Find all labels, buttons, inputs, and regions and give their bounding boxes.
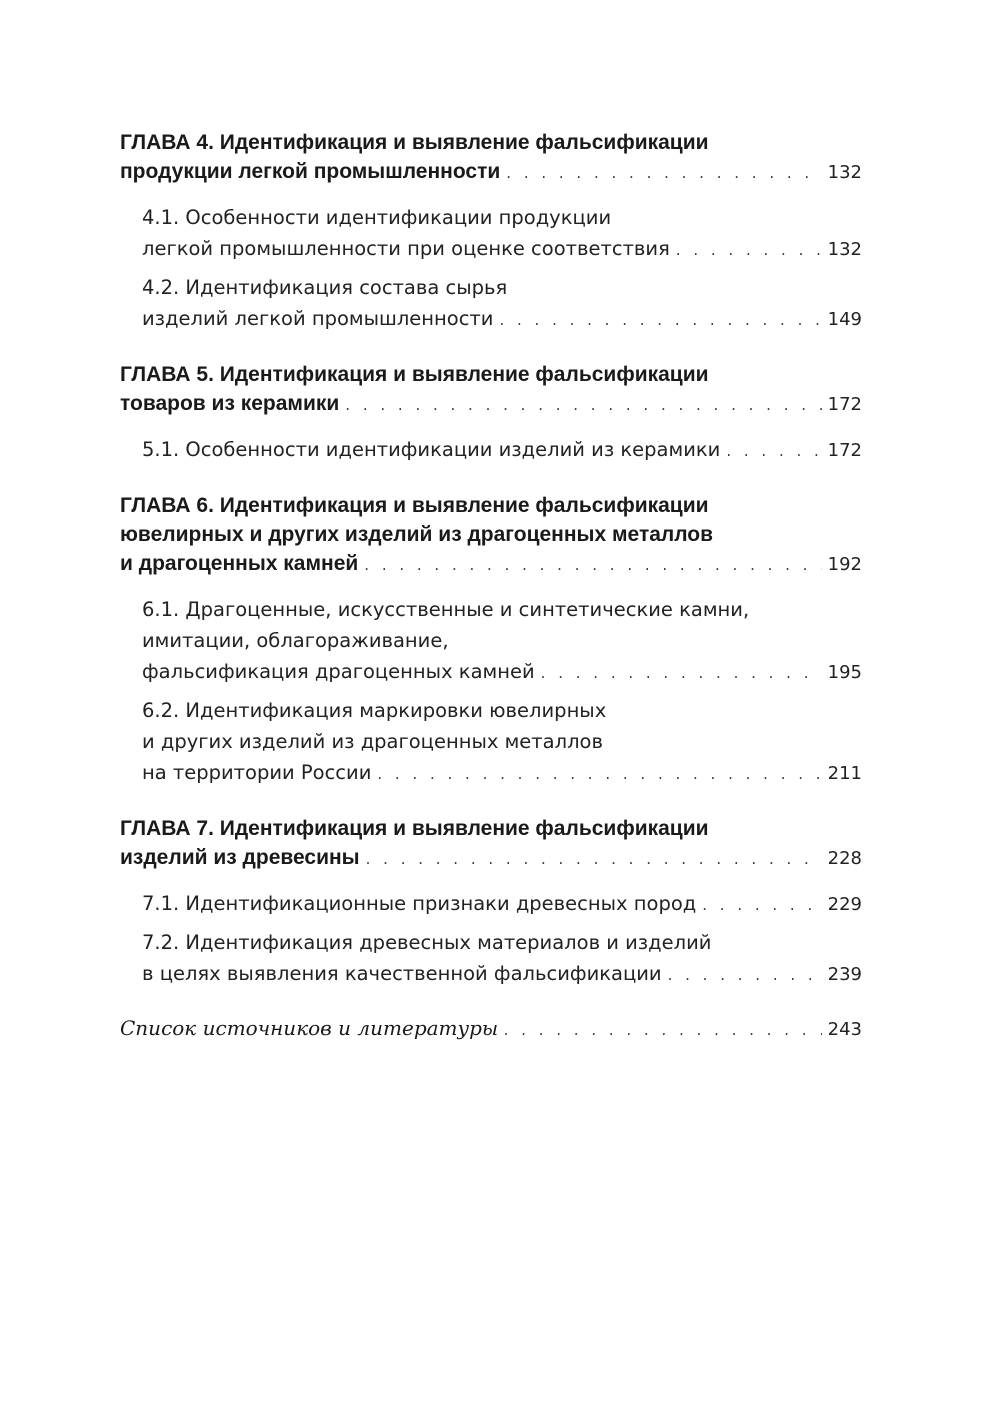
chapter-title-line: изделий из древесины	[120, 846, 360, 869]
page-number: 228	[827, 848, 862, 869]
dot-leader	[504, 1015, 821, 1045]
chapter-entry-line	[120, 157, 862, 188]
dot-leader	[377, 759, 821, 790]
chapter-title-line: ГЛАВА 5. Идентификация и выявление фальсификации	[120, 363, 709, 386]
section-4-1[interactable]	[120, 202, 862, 266]
section-title-line: 5.1. Особенности идентификации изделий из керамики	[142, 438, 721, 461]
chapter-entry-line	[120, 389, 862, 420]
section-5-1[interactable]	[120, 434, 862, 467]
section-7-2[interactable]	[120, 927, 862, 991]
section-entry-line	[142, 656, 862, 689]
page-number: 132	[827, 162, 862, 183]
chapter-7-heading[interactable]	[120, 814, 862, 874]
page-number: 172	[827, 394, 862, 415]
section-title-line: 6.1. Драгоценные, искусственные и синтетические камни,	[142, 598, 750, 621]
dot-leader	[364, 551, 821, 580]
section-title-line: на территории России	[142, 761, 372, 784]
page-number: 243	[827, 1019, 862, 1040]
section-entry-line	[142, 888, 862, 921]
dot-leader	[345, 391, 821, 420]
chapter-4-heading[interactable]	[120, 128, 862, 188]
section-title-line: 4.2. Идентификация состава сырья	[142, 276, 508, 299]
section-entry-line	[142, 958, 862, 991]
section-title-line: 4.1. Особенности идентификации продукции	[142, 206, 612, 229]
page-number: 229	[827, 894, 862, 915]
section-entry-line	[142, 757, 862, 790]
chapter-title-line: и драгоценных камней	[120, 552, 359, 575]
chapter-title-line: ГЛАВА 6. Идентификация и выявление фальсификации	[120, 494, 709, 517]
page-number: 172	[827, 440, 862, 461]
dot-leader	[506, 159, 821, 188]
chapter-title-line: ГЛАВА 4. Идентификация и выявление фальсификации	[120, 131, 709, 154]
section-title-line: в целях выявления качественной фальсификации	[142, 962, 662, 985]
section-6-2[interactable]	[120, 695, 862, 790]
section-title-line: фальсификация драгоценных камней	[142, 660, 535, 683]
section-title-line: и других изделий из драгоценных металлов	[142, 730, 603, 753]
dot-leader	[726, 436, 821, 467]
section-entry-line	[142, 233, 862, 266]
section-entry-line	[142, 434, 862, 467]
section-4-2[interactable]	[120, 272, 862, 336]
dot-leader	[499, 305, 821, 336]
references-entry[interactable]	[120, 1013, 862, 1045]
page-number: 239	[827, 964, 862, 985]
chapter-entry-line	[120, 843, 862, 874]
references-label: Список источников и литературы	[120, 1016, 499, 1040]
page-number: 195	[827, 662, 862, 683]
section-title-line: изделий легкой промышленности	[142, 307, 494, 330]
dot-leader	[702, 890, 821, 921]
chapter-5-heading[interactable]	[120, 360, 862, 420]
section-7-1[interactable]	[120, 888, 862, 921]
references-entry-line	[120, 1013, 862, 1045]
section-title-line: имитации, облагораживание,	[142, 629, 449, 652]
page-number: 211	[827, 763, 862, 784]
chapter-title-line: ювелирных и других изделий из драгоценных металлов	[120, 523, 714, 546]
section-6-1[interactable]	[120, 594, 862, 689]
section-entry-line	[142, 303, 862, 336]
chapter-entry-line	[120, 549, 862, 580]
chapter-6-heading[interactable]	[120, 491, 862, 580]
section-title-line: легкой промышленности при оценке соответствия	[142, 237, 670, 260]
table-of-contents	[120, 128, 862, 1045]
page-number: 149	[827, 309, 862, 330]
page-number: 192	[827, 554, 862, 575]
chapter-title-line: ГЛАВА 7. Идентификация и выявление фальсификации	[120, 817, 709, 840]
chapter-title-line: продукции легкой промышленности	[120, 160, 501, 183]
chapter-title-line: товаров из керамики	[120, 392, 340, 415]
page-number: 132	[827, 239, 862, 260]
section-title-line: 7.2. Идентификация древесных материалов и изделий	[142, 931, 712, 954]
section-title-line: 6.2. Идентификация маркировки ювелирных	[142, 699, 607, 722]
dot-leader	[668, 960, 822, 991]
section-title-line: 7.1. Идентификационные признаки древесных пород	[142, 892, 697, 915]
dot-leader	[541, 658, 822, 689]
dot-leader	[366, 845, 822, 874]
dot-leader	[676, 235, 822, 266]
